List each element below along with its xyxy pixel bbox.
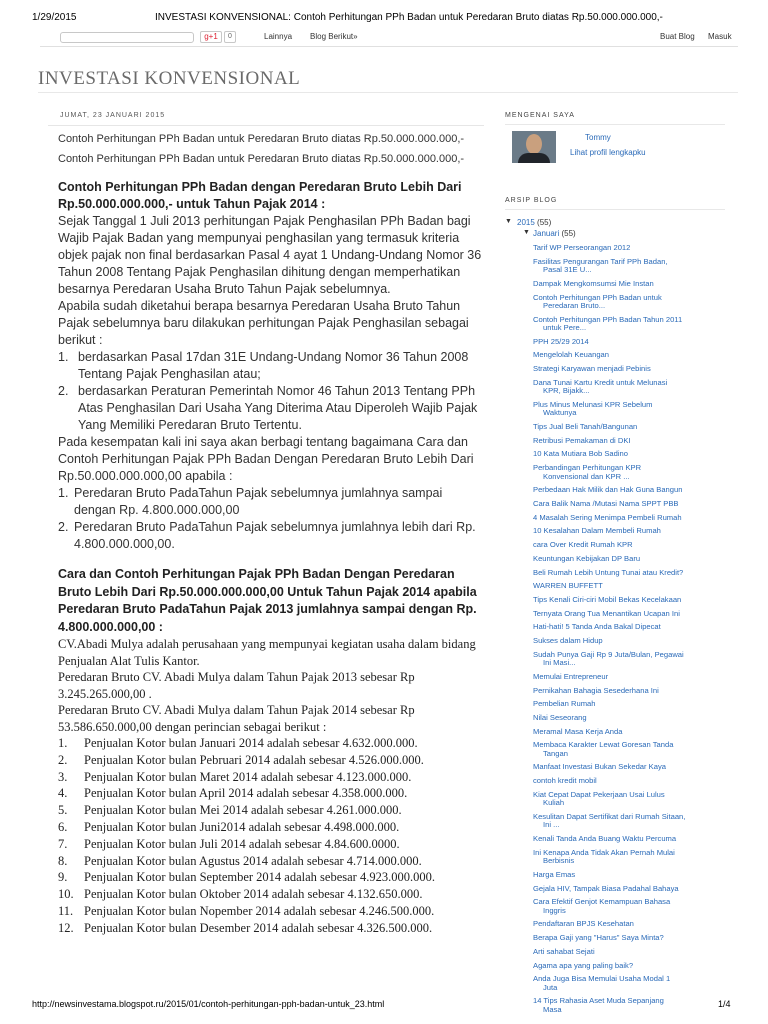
archive-post-text: Cara Balik Nama /Mutasi Nama SPPT PBB — [533, 498, 679, 508]
archive-year-count: (55) — [537, 218, 552, 227]
expand-triangle-icon[interactable]: ▼ — [505, 218, 512, 225]
archive-post-text: untuk Pere... — [543, 323, 587, 333]
archive-post-link[interactable] — [533, 437, 725, 445]
archive-post-text: Kuliah — [543, 798, 565, 808]
archive-post-text: Tips Jual Beli Tanah/Bangunan — [533, 422, 638, 432]
archive-post-text: Anda Juga Bisa Memulai Usaha Modal 1 — [533, 974, 671, 984]
archive-post-link[interactable] — [533, 871, 725, 879]
archive-post-text: Berbisnis — [543, 856, 575, 866]
list-text: Penjualan Kotor bulan Juli 2014 adalah sebesar 4.84.600.0000. — [84, 836, 400, 851]
archive-post-text: Dampak Mengkomsumsi Mie Instan — [533, 278, 654, 288]
archive-post-link[interactable] — [533, 258, 725, 275]
list-number: 10. — [58, 887, 74, 902]
archive-post-text: Tips Kenali Ciri-ciri Mobil Bekas Kecelakaan — [533, 594, 682, 604]
sign-in-link[interactable]: Masuk — [708, 32, 732, 41]
archive-post-text: Kesulitan Dapat Sertifikat dari Rumah Sitaan, — [533, 811, 686, 821]
archive-post-text: Pernikahan Bahagia Sesederhana Ini — [533, 685, 659, 695]
archive-post-link[interactable] — [533, 948, 725, 956]
post-main — [58, 112, 482, 937]
archive-post-link[interactable] — [533, 637, 725, 645]
archive-post-link[interactable] — [533, 486, 725, 494]
archive-post-link[interactable] — [533, 464, 725, 481]
archive-post-text: Masa — [543, 1004, 562, 1014]
list-text: Penjualan Kotor bulan September 2014 adalah sebesar 4.923.000.000. — [84, 870, 435, 885]
archive-post-link[interactable] — [533, 379, 725, 396]
paragraph-6: Peredaran Bruto CV. Abadi Mulya dalam Tahun Pajak 2014 sebesar Rp 53.586.650.000,00 dengan perincian sebagai berikut : — [58, 703, 415, 734]
list-text: berdasarkan Peraturan Pemerintah Nomor 46 Tahun 2013 Tentang PPh Atas Penghasilan Dari Usaha Yang Diterima Atau Diperoleh Wajib Pajak Yang Memiliki Peredaran Bruto Tertentu. — [78, 384, 478, 432]
list-number: 8. — [58, 853, 68, 868]
archive-month-count: (55) — [561, 229, 576, 238]
avatar-face — [526, 134, 542, 154]
about-widget — [505, 129, 725, 169]
archive-post-text: Contoh Perhitungan PPh Badan Tahun 2011 — [533, 314, 683, 324]
post-title: Contoh Perhitungan PPh Badan untuk Peredaran Bruto diatas Rp.50.000.000.000,- — [58, 133, 465, 145]
archive-post-text: Membaca Karakter Lewat Goresan Tanda — [533, 740, 674, 750]
archive-post-text: Ini ... — [543, 820, 560, 830]
archive-post-text: Arti sahabat Sejati — [533, 946, 595, 956]
list-item — [58, 485, 482, 519]
archive-post-text: Gejala HIV, Tampak Biasa Padahal Bahaya — [533, 883, 679, 893]
print-date: 1/29/2015 — [32, 12, 77, 23]
blogger-navbar — [40, 30, 738, 47]
archive-post-text: Nilai Seseorang — [533, 712, 587, 722]
list-item — [58, 903, 482, 920]
archive-post-link[interactable] — [533, 280, 725, 288]
archive-post-text: Strategi Karyawan menjadi Pebinis — [533, 364, 651, 374]
list-text: Penjualan Kotor bulan April 2014 adalah sebesar 4.358.000.000. — [84, 786, 408, 801]
archive-post-text: KPR, Bijakk... — [543, 386, 590, 396]
list-item — [58, 349, 482, 383]
archive-post-list — [533, 244, 725, 1014]
archive-post-link[interactable] — [533, 316, 725, 333]
archive-post-link[interactable] — [533, 351, 725, 359]
archive-post-text: Peredaran Bruto... — [543, 300, 606, 310]
about-heading: MENGENAI SAYA — [505, 112, 575, 119]
archive-post-link[interactable] — [533, 700, 725, 708]
list-number: 11. — [58, 903, 74, 918]
paragraph-3: Pada kesempatan kali ini saya akan berbagi tentang bagaimana Cara dan Contoh Perhitungan Pajak PPh Badan Dengan Peredaran Bruto Lebih Dari Rp.50.000.000.000,00 apabila : — [58, 435, 474, 483]
archive-post-link[interactable] — [533, 673, 725, 681]
list-item — [58, 802, 482, 819]
print-footer — [0, 999, 768, 1017]
archive-post-text: WARREN BUFFETT — [533, 581, 603, 591]
list-item — [58, 785, 482, 802]
archive-post-link[interactable] — [533, 835, 725, 843]
paragraph-1: Sejak Tanggal 1 Juli 2013 perhitungan Pajak Penghasilan PPh Badan bagi Wajib Pajak Badan yang mempunyai penghasilan yang termasuk kriteria objek pajak non final berdasarkan Pasal 4 ayat 1 Undang-Undang Nomor 36 Tahun 2008 Tentang Pajak Penghasilan dihitung dengan memperhatikan besarnya Peredaran Usaha Bruto Tahun Pajak sebelumnya. — [58, 214, 482, 296]
condition-list — [58, 485, 482, 553]
list-number: 2. — [58, 520, 69, 534]
list-text: Peredaran Bruto PadaTahun Pajak sebelumnya jumlahnya lebih dari Rp. 4.800.000.000,00. — [74, 520, 476, 551]
archive-post-link[interactable] — [533, 791, 725, 808]
list-number: 2. — [58, 384, 69, 398]
list-item — [58, 769, 482, 786]
list-text: Penjualan Kotor bulan Nopember 2014 adalah sebesar 4.246.500.000. — [84, 903, 435, 918]
archive-post-text: contoh kredit mobil — [533, 776, 597, 786]
expand-triangle-icon[interactable]: ▼ — [523, 229, 530, 236]
archive-post-link[interactable] — [533, 962, 725, 970]
avatar[interactable] — [512, 131, 556, 163]
archive-post-link[interactable] — [533, 813, 725, 830]
archive-post-text: Keuntungan Kebijakan DP Baru — [533, 553, 641, 563]
list-item — [58, 735, 482, 752]
archive-post-link[interactable] — [533, 728, 725, 736]
list-text: Penjualan Kotor bulan Maret 2014 adalah sebesar 4.123.000.000. — [84, 769, 412, 784]
next-blog-link[interactable]: Blog Berikut» — [310, 32, 358, 41]
archive-post-text: 10 Kesalahan Dalam Membeli Rumah — [533, 526, 661, 536]
archive-post-text: Tarif WP Perseorangan 2012 — [533, 243, 631, 252]
archive-post-link[interactable] — [533, 849, 725, 866]
archive-post-link[interactable] — [533, 596, 725, 604]
list-number: 2. — [58, 752, 68, 767]
avatar-shirt — [518, 153, 550, 163]
google-plus-button[interactable]: g+1 — [200, 31, 222, 43]
archive-post-link[interactable] — [533, 763, 725, 771]
list-text: Penjualan Kotor bulan Oktober 2014 adalah sebesar 4.132.650.000. — [84, 887, 423, 902]
list-item — [58, 886, 482, 903]
list-number: 1. — [58, 350, 69, 364]
paragraph-4: CV.Abadi Mulya adalah perusahaan yang mempunyai kegiatan usaha dalam bidang Penjualan Alat Tulis Kantor. — [58, 637, 476, 668]
list-number: 12. — [58, 920, 74, 935]
archive-post-link[interactable] — [533, 423, 725, 431]
list-item — [58, 819, 482, 836]
list-text: Penjualan Kotor bulan Desember 2014 adalah sebesar 4.326.500.000. — [84, 920, 433, 935]
sidebar — [505, 112, 725, 1019]
archive-post-link[interactable] — [533, 338, 725, 346]
archive-post-text: Waktunya — [543, 408, 577, 418]
archive-month-link[interactable]: Januari — [533, 229, 560, 238]
paragraph-5: Peredaran Bruto CV. Abadi Mulya dalam Tahun Pajak 2013 sebesar Rp 3.245.265.000,00 . — [58, 670, 415, 701]
archive-post-link[interactable] — [533, 898, 725, 915]
sidebar-divider — [505, 124, 725, 125]
archive-month[interactable] — [523, 229, 725, 238]
archive-post-text: Agama apa yang paling baik? — [533, 960, 634, 970]
list-item — [58, 383, 482, 434]
archive-post-text: Perbandingan Perhitungan KPR — [533, 463, 642, 473]
archive-post-text: Tangan — [543, 748, 568, 758]
archive-post-text: Berapa Gaji yang "Harus" Saya Minta? — [533, 933, 664, 943]
archive-post-text: Ini Masi... — [543, 658, 576, 668]
author-name-link[interactable]: Tommy — [585, 133, 611, 142]
list-text: Peredaran Bruto PadaTahun Pajak sebelumnya jumlahnya sampai dengan Rp. 4.800.000.000,00 — [74, 486, 443, 517]
archive-post-text: Retribusi Pemakaman di DKI — [533, 435, 631, 445]
list-text: Penjualan Kotor bulan Agustus 2014 adalah sebesar 4.714.000.000. — [84, 853, 422, 868]
archive-post-text: Fasilitas Pengurangan Tarif PPh Badan, — [533, 256, 668, 266]
archive-post-text: Inggris — [543, 905, 566, 915]
list-number: 9. — [58, 870, 68, 885]
archive-post-text: Ini Kenapa Anda Tidak Akan Pernah Mulai — [533, 847, 675, 857]
create-blog-link[interactable]: Buat Blog — [660, 32, 695, 41]
list-item — [58, 752, 482, 769]
page-number: 1/4 — [718, 999, 731, 1009]
archive-post-link[interactable] — [533, 610, 725, 618]
archive-post-text: Sukses dalam Hidup — [533, 636, 603, 646]
archive-post-link[interactable] — [533, 401, 725, 418]
archive-post-text: 10 Kata Mutiara Bob Sadino — [533, 449, 628, 459]
archive-post-text: Sudah Punya Gaji Rp 9 Juta/Bulan, Pegawai — [533, 649, 684, 659]
section-heading-1: Contoh Perhitungan PPh Badan dengan Peredaran Bruto Lebih Dari Rp.50.000.000.000,- untuk Tahun Pajak 2014 : — [58, 180, 462, 211]
method-list — [58, 349, 482, 434]
archive-post-text: Beli Rumah Lebih Untung Tunai atau Kredit? — [533, 567, 684, 577]
archive-post-link[interactable] — [533, 582, 725, 590]
archive-post-link[interactable] — [533, 294, 725, 311]
archive-post-link[interactable] — [533, 514, 725, 522]
archive-post-text: Plus Minus Melunasi KPR Sebelum — [533, 399, 653, 409]
list-number: 1. — [58, 736, 68, 750]
archive-post-link[interactable] — [533, 365, 725, 373]
archive-post-link[interactable] — [533, 687, 725, 695]
post-subtitle: Contoh Perhitungan PPh Badan untuk Peredaran Bruto diatas Rp.50.000.000.000,- — [58, 153, 465, 165]
sales-list — [58, 735, 482, 937]
list-number: 3. — [58, 769, 68, 784]
archive-post-link[interactable] — [533, 934, 725, 942]
list-number: 5. — [58, 803, 68, 818]
list-text: berdasarkan Pasal 17dan 31E Undang-Undang Nomor 36 Tahun 2008 Tentang Pajak Penghasilan atau; — [78, 350, 469, 381]
list-text: Penjualan Kotor bulan Juni2014 adalah sebesar 4.498.000.000. — [84, 819, 400, 834]
list-text: Penjualan Kotor bulan Mei 2014 adalah sebesar 4.261.000.000. — [84, 803, 402, 818]
archive-post-link[interactable] — [533, 714, 725, 722]
list-item — [58, 836, 482, 853]
archive-post-text: Juta — [543, 982, 558, 992]
profile-link[interactable]: Lihat profil lengkapku — [570, 148, 646, 157]
list-item — [58, 869, 482, 886]
print-url: http://newsinvestama.blogspot.ru/2015/01/contoh-perhitungan-pph-badan-untuk_23.html — [32, 999, 385, 1009]
archive-post-link[interactable] — [533, 244, 725, 252]
archive-post-text: Meramal Masa Kerja Anda — [533, 726, 623, 736]
list-item — [58, 519, 482, 553]
archive-post-link[interactable] — [533, 569, 725, 577]
archive-post-text: 14 Tips Rahasia Aset Muda Sepanjang — [533, 996, 664, 1006]
archive-post-text: PPH 25/29 2014 — [533, 336, 589, 346]
list-number: 4. — [58, 786, 68, 801]
list-text: Penjualan Kotor bulan Januari 2014 adalah sebesar 4.632.000.000. — [84, 736, 418, 750]
archive-post-text: Manfaat Investasi Bukan Sekedar Kaya — [533, 762, 666, 772]
archive-heading: ARSIP BLOG — [505, 197, 558, 204]
archive-post-link[interactable] — [533, 450, 725, 458]
sidebar-divider — [505, 209, 725, 210]
archive-post-text: Hati-hati! 5 Tanda Anda Bakal Dipecat — [533, 622, 661, 632]
archive-post-text: Kiat Cepat Dapat Pekerjaan Usai Lulus — [533, 789, 665, 799]
more-link[interactable]: Lainnya — [264, 32, 293, 41]
list-text: Penjualan Kotor bulan Pebruari 2014 adalah sebesar 4.526.000.000. — [84, 752, 424, 767]
archive-post-link[interactable] — [533, 777, 725, 785]
archive-post-text: Pembelian Rumah — [533, 699, 596, 709]
archive-post-text: Contoh Perhitungan PPh Badan untuk — [533, 292, 662, 302]
archive-year[interactable] — [505, 218, 725, 227]
plus-one-count: 0 — [224, 31, 236, 43]
archive-post-link[interactable] — [533, 527, 725, 535]
header-divider — [38, 92, 738, 93]
archive-post-link[interactable] — [533, 623, 725, 631]
post-date: JUMAT, 23 JANUARI 2015 — [60, 112, 166, 119]
list-item — [58, 853, 482, 870]
list-item — [58, 920, 482, 937]
archive-post-link[interactable] — [533, 741, 725, 758]
archive-post-text: Konvensional dan KPR ... — [543, 471, 630, 481]
archive-post-link[interactable] — [533, 920, 725, 928]
archive-post-text: Kenali Tanda Anda Buang Waktu Percuma — [533, 834, 677, 844]
archive-post-link[interactable] — [533, 885, 725, 893]
list-number: 7. — [58, 836, 68, 851]
list-number: 6. — [58, 819, 68, 834]
archive-post-text: Cara Efektif Genjot Kemampuan Bahasa — [533, 897, 671, 907]
archive-post-text: Harga Emas — [533, 869, 576, 879]
archive-post-link[interactable] — [533, 975, 725, 992]
search-input[interactable] — [60, 32, 194, 43]
print-header — [0, 0, 768, 28]
print-title: INVESTASI KONVENSIONAL: Contoh Perhitungan PPh Badan untuk Peredaran Bruto diatas Rp.50.000.000.000,- — [155, 12, 663, 23]
archive-year-link[interactable]: 2015 — [517, 218, 535, 227]
site-title[interactable]: INVESTASI KONVENSIONAL — [38, 68, 301, 89]
archive-post-text: Memulai Entrepreneur — [533, 671, 609, 681]
archive-post-text: Pendaftaran BPJS Kesehatan — [533, 919, 634, 929]
archive-post-text: Pasal 31E U... — [543, 265, 592, 275]
archive-post-text: Ternyata Orang Tua Menantikan Ucapan Ini — [533, 608, 680, 618]
list-number: 1. — [58, 486, 69, 500]
post-divider — [48, 125, 484, 126]
archive-post-link[interactable] — [533, 500, 725, 508]
section-heading-2: Cara dan Contoh Perhitungan Pajak PPh Badan Dengan Peredaran Bruto Lebih Dari Rp.50.000.000.000,00 Untuk Tahun Pajak 2014 apabila Peredaran Bruto PadaTahun Pajak 2013 jumlahnya sampai dengan Rp. 4.800.000.000,00 : — [58, 567, 477, 634]
archive-post-text: 4 Masalah Sering Menimpa Pembeli Rumah — [533, 512, 682, 522]
archive-post-text: Dana Tunai Kartu Kredit untuk Melunasi — [533, 377, 668, 387]
archive-post-text: cara Over Kredit Rumah KPR — [533, 540, 633, 550]
archive-post-link[interactable] — [533, 651, 725, 668]
paragraph-2: Apabila sudah diketahui berapa besarnya Peredaran Usaha Bruto Tahun Pajak sebelumnya baru dilakukan perhitungan Pajak Penghasilan sebagai berikut : — [58, 299, 469, 347]
archive-post-text: Perbedaan Hak Milik dan Hak Guna Bangun — [533, 485, 683, 495]
archive-post-link[interactable] — [533, 555, 725, 563]
archive-post-text: Mengelolah Keuangan — [533, 350, 610, 360]
archive-post-link[interactable] — [533, 541, 725, 549]
